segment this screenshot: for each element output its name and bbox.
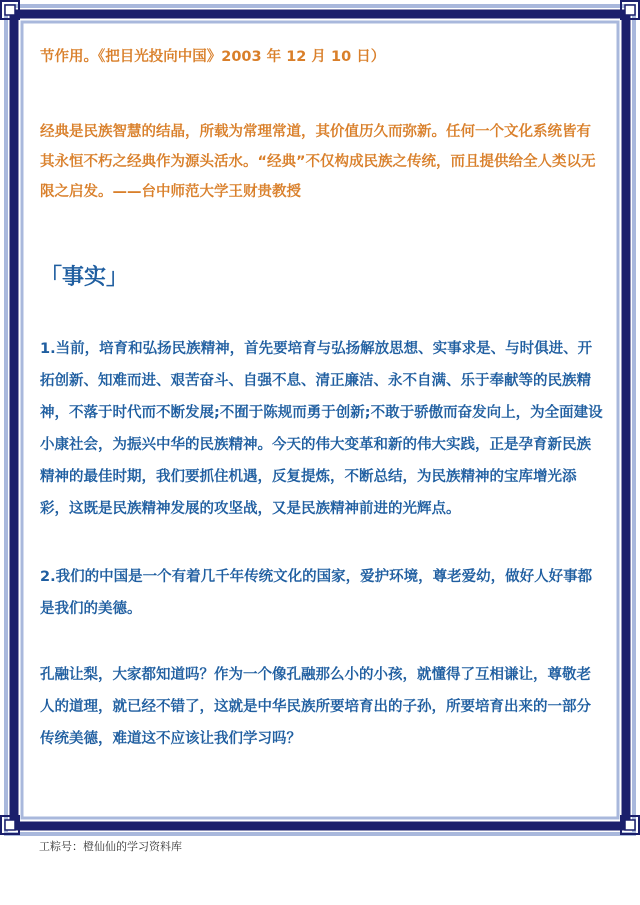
section-heading: 「事实」 bbox=[40, 265, 129, 290]
fact-paragraph-2: 2.我们的中国是一个有着几千年传统文化的国家，爱护环境，尊老爱幼，做好人好事都是我们的美德。 bbox=[40, 569, 593, 617]
intro-line: 节作用。《把目光投向中国》2003 年 12 月 10 日） bbox=[40, 49, 386, 65]
footer-note: 工粽号：橙仙仙的学习资料库 bbox=[39, 840, 182, 853]
document-body bbox=[40, 40, 605, 755]
fact-paragraph-1: 1.当前，培育和弘扬民族精神，首先要培育与弘扬解放思想、实事求是、与时俱进、开拓创新、知难而进、艰苦奋斗、自强不息、清正廉洁、永不自满、乐于奉献等的民族精神，不落于时代而不断发展;不囿于陈规而勇于创新;不敢于骄傲而奋发向上，为全面建设小康社会，为振兴中华的民族精神。今天的伟大变革和新的伟大实践，正是孕育新民族精神的最佳时期，我们要抓住机遇，反复提炼，不断总结，为民族精神的宝库增光添彩，这既是民族精神发展的攻坚战，又是民族精神前进的光辉点。 bbox=[40, 341, 603, 517]
classic-quote: 经典是民族智慧的结晶，所载为常理常道，其价值历久而弥新。任何一个文化系统皆有其永恒不朽之经典作为源头活水。“经典”不仅构成民族之传统，而且提供给全人类以无限之启发。——台中师范大学王财贵教授 bbox=[40, 124, 596, 200]
fact-paragraph-3: 孔融让梨，大家都知道吗？作为一个像孔融那么小的小孩，就懂得了互相谦让，尊敬老人的道理，就已经不错了，这就是中华民族所要培育出的子孙，所要培育出来的一部分传统美德，难道这不应该让我们学习吗？ bbox=[40, 667, 591, 747]
